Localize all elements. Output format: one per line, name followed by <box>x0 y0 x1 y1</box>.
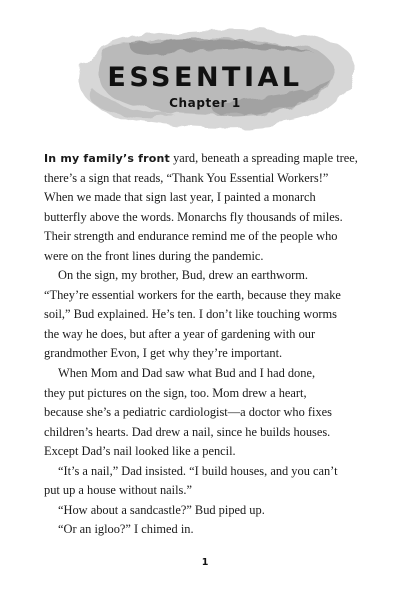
body-line: the way he does, but after a year of gardening with our <box>44 326 316 341</box>
body-line <box>44 149 374 169</box>
body-line: there’s a sign that reads, “Thank You Essential Workers!” <box>44 170 329 185</box>
body-line: grandmother Evon, I get why they’re important. <box>44 346 283 361</box>
body-line: On the sign, my brother, Bud, drew an earthworm. <box>58 268 309 283</box>
body-line: soil,” Bud explained. He’s ten. I don’t like touching worms <box>44 307 337 322</box>
body-line: were on the front lines during the pandemic. <box>44 248 264 263</box>
body-line: Except Dad’s nail looked like a pencil. <box>44 444 236 459</box>
body-line: children’s hearts. Dad drew a nail, since he builds houses. <box>44 424 331 439</box>
lead-in-text: In my family’s front <box>44 152 171 165</box>
body-line: When we made that sign last year, I painted a monarch <box>44 190 316 205</box>
body-line: because she’s a pediatric cardiologist—a doctor who fixes <box>44 405 332 420</box>
body-line: butterfly above the words. Monarchs fly thousands of miles. <box>44 209 343 224</box>
body-line: “How about a sandcastle?” Bud piped up. <box>58 502 265 517</box>
page-number: 1 <box>201 557 209 568</box>
body-line: Their strength and endurance remind me of the people who <box>44 229 338 244</box>
body-line: they put pictures on the sign, too. Mom drew a heart, <box>44 385 307 400</box>
body-line: put up a house without nails.” <box>44 483 192 498</box>
body-line: “Or an igloo?” I chimed in. <box>58 522 194 537</box>
body-line: “They’re essential workers for the earth, because they make <box>44 287 341 302</box>
chapter-number: Chapter 1 <box>169 96 241 110</box>
body-line-text: yard, beneath a spreading maple tree, <box>170 151 358 165</box>
body-line: When Mom and Dad saw what Bud and I had done, <box>58 366 316 381</box>
chapter-title: ESSENTIAL <box>107 62 303 93</box>
chapter-body <box>44 149 374 540</box>
body-line: “It’s a nail,” Dad insisted. “I build houses, and you can’t <box>58 463 338 478</box>
